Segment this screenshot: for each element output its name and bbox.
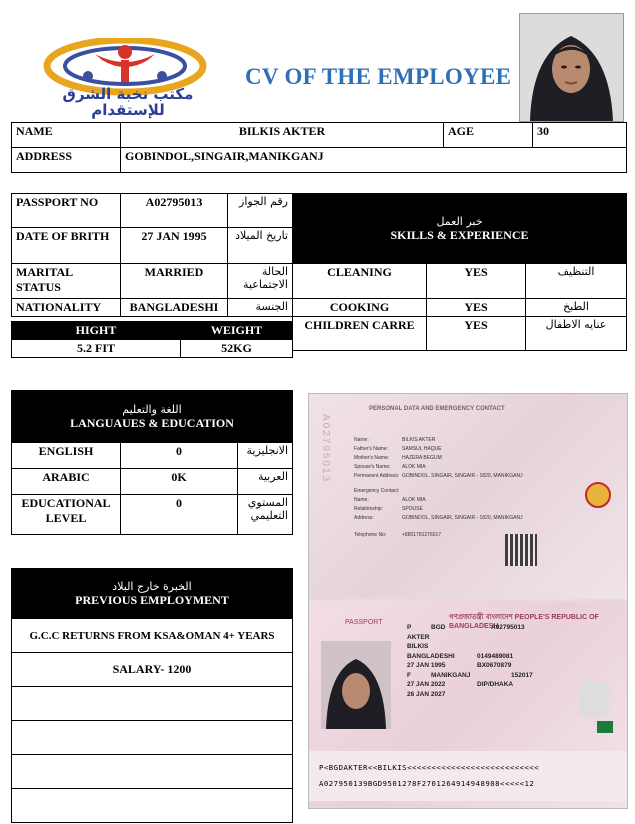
passport-side-number: A02795013 xyxy=(320,414,331,484)
age-label: AGE xyxy=(444,123,533,148)
employment-empty-row xyxy=(12,755,293,789)
mrz-line-1: P<BGDAKTER<<BILKIS<<<<<<<<<<<<<<<<<<<<<<<<<<< xyxy=(319,763,540,772)
employment-line-1: G.C.C RETURNS FROM KSA&OMAN 4+ YEARS xyxy=(12,619,293,653)
skill-row-1-ar: التنظيف xyxy=(526,264,627,299)
identity-table xyxy=(11,122,627,173)
passport-details: P BGD A02795013 AKTER BILKIS BANGLADESHI 0149489081 27 JAN 1995 BX0670879 F MANIKGANJ 152017 27 JAN 2022 DIP/DHAKA 26 JAN 2027 xyxy=(407,624,533,698)
skill-row-3-ar: عنايه الاطفال xyxy=(526,317,627,351)
passport-label: PASSPORT NO xyxy=(12,194,121,228)
languages-header xyxy=(12,391,293,443)
passport-field-row: Mother's Name: HAZERA BEGUM xyxy=(354,455,442,461)
marital-value: MARRIED xyxy=(121,264,228,299)
passport-field-row: Father's Name: SAMSUL HAQUE xyxy=(354,446,442,452)
nationality-ar: الجنسة xyxy=(228,299,293,317)
flag-icon xyxy=(597,721,613,733)
passport-field-row: Address: GOBINDOL, SINGAIR, SINGAIR - 1820, MANIKGANJ xyxy=(354,515,523,521)
lang-row-1-value: 0 xyxy=(121,443,238,469)
passport-word: PASSPORT xyxy=(345,619,383,626)
employment-empty-row xyxy=(12,789,293,823)
name-value: BILKIS AKTER xyxy=(121,123,444,148)
mrz-line-2: A027950139BGD9501278F2701264914948908<<<<<12 xyxy=(319,779,535,788)
qr-code-icon xyxy=(505,534,537,566)
employment-empty-row xyxy=(12,687,293,721)
lang-row-3-value: 0 xyxy=(121,495,238,535)
weight-label: WEIGHT xyxy=(181,322,293,340)
page-title: CV OF THE EMPLOYEE xyxy=(245,64,512,89)
skills-header xyxy=(293,194,627,264)
languages-header-ar: اللغة والتعليم xyxy=(122,402,182,416)
dob-ar: تاريخ الميلاد xyxy=(228,228,293,264)
passport-field-row: Permanent Address: GOBINDOL, SINGAIR, SINGAIR - 1820, MANIKGANJ xyxy=(354,473,523,479)
passport-country: গণপ্রজাতন্ত্রী বাংলাদেশ PEOPLE'S REPUBLIC OF BANGLADESH xyxy=(449,613,599,630)
nationality-value: BANGLADESHI xyxy=(121,299,228,317)
age-value: 30 xyxy=(533,123,627,148)
skills-header-ar: خبر العمل xyxy=(436,214,483,228)
passport-emergency-label: Emergency Contact: xyxy=(354,488,400,494)
languages-header-title: LANGUAUES & EDUCATION xyxy=(70,415,234,430)
nationality-label: NATIONALITY xyxy=(12,299,121,317)
lang-row-2-ar: العربية xyxy=(238,469,293,495)
employee-photo xyxy=(519,13,624,122)
passport-field-row: Name: ALOK MIA xyxy=(354,497,426,503)
marital-label: MARITAL STATUS xyxy=(12,264,121,299)
skill-row-2-label: COOKING xyxy=(293,299,427,317)
employment-line-2: SALARY- 1200 xyxy=(12,653,293,687)
weight-value: 52KG xyxy=(181,340,293,358)
passport-field-row: Name: BILKIS AKTER xyxy=(354,437,436,443)
height-value: 5.2 FIT xyxy=(12,340,181,358)
skill-row-3-label: CHILDREN CARRE xyxy=(293,317,427,351)
languages-table xyxy=(11,390,293,535)
passport-page-title: PERSONAL DATA AND EMERGENCY CONTACT xyxy=(369,406,505,412)
marital-ar: الحالة الاجتماعية xyxy=(228,264,293,299)
passport-data-page xyxy=(309,394,627,599)
address-value: GOBINDOL,SINGAIR,MANIKGANJ xyxy=(121,148,627,173)
address-label: ADDRESS xyxy=(12,148,121,173)
passport-field-row: Relationship: SPOUSE xyxy=(354,506,423,512)
lang-row-3-label: EDUCATIONAL LEVEL xyxy=(12,495,121,535)
employment-header xyxy=(12,569,293,619)
personal-table xyxy=(11,193,293,317)
passport-value: A02795013 xyxy=(121,194,228,228)
body-size-table xyxy=(11,321,293,358)
lang-row-3-ar: المستوي التعليمي xyxy=(238,495,293,535)
passport-scan xyxy=(308,393,628,809)
employment-header-title: PREVIOUS EMPLOYMENT xyxy=(75,592,229,607)
skill-row-3-value: YES xyxy=(427,317,526,351)
passport-ar: رقم الجواز xyxy=(228,194,293,228)
logo-arabic-text: مكتب نخبة الشرق للإستقدام xyxy=(62,85,194,119)
employment-header-ar: الخبرة خارج البلاد xyxy=(112,579,192,593)
dob-value: 27 JAN 1995 xyxy=(121,228,228,264)
skill-row-1-value: YES xyxy=(427,264,526,299)
dob-label: DATE OF BRITH xyxy=(12,228,121,264)
seal-icon xyxy=(585,482,611,508)
skill-row-2-value: YES xyxy=(427,299,526,317)
company-logo xyxy=(20,38,230,118)
lang-row-1-label: ENGLISH xyxy=(12,443,121,469)
ghost-photo xyxy=(579,681,609,717)
employment-empty-row xyxy=(12,721,293,755)
passport-field-row: Telephone No: +8801781276017 xyxy=(354,532,442,538)
skills-table xyxy=(292,193,627,351)
height-label: HIGHT xyxy=(12,322,181,340)
skill-row-2-ar: الطبخ xyxy=(526,299,627,317)
skills-header-title: SKILLS & EXPERIENCE xyxy=(390,227,529,242)
lang-row-2-label: ARABIC xyxy=(12,469,121,495)
passport-field-row: Spouse's Name: ALOK MIA xyxy=(354,464,426,470)
name-label: NAME xyxy=(12,123,121,148)
passport-photo-page xyxy=(309,601,627,808)
employment-table xyxy=(11,568,293,823)
lang-row-1-ar: الانجليزية xyxy=(238,443,293,469)
skill-row-1-label: CLEANING xyxy=(293,264,427,299)
passport-photo xyxy=(321,641,391,729)
lang-row-2-value: 0K xyxy=(121,469,238,495)
passport-fields xyxy=(354,436,523,540)
mrz-zone xyxy=(309,751,627,801)
